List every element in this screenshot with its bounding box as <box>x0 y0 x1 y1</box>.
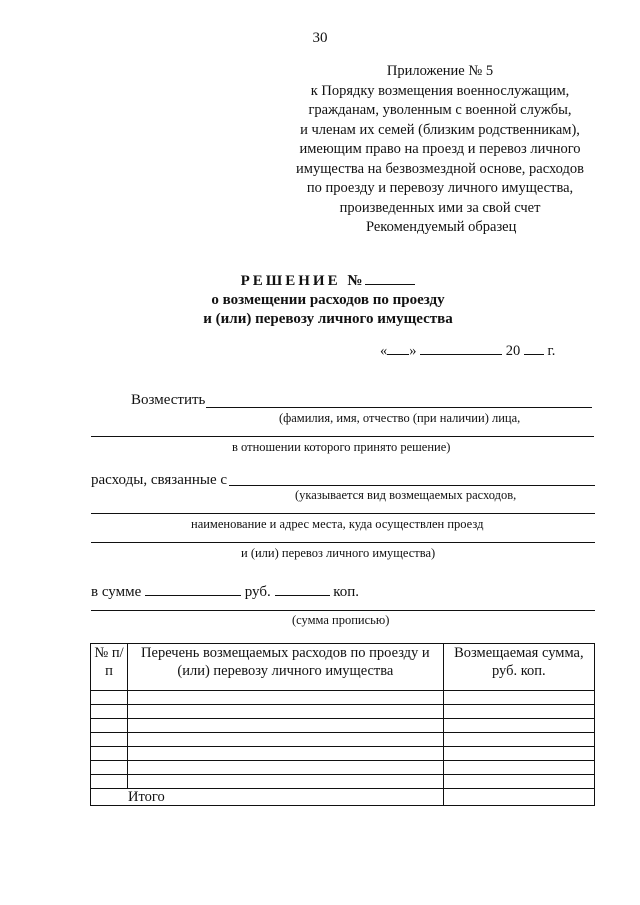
date-close-quote: » <box>409 343 417 359</box>
amount-label: в сумме <box>91 584 142 600</box>
cell-amount[interactable] <box>443 705 594 719</box>
appendix-line: и членам их семей (близким родственникам), <box>300 121 580 138</box>
expenses-caption: и (или) перевоз личного имущества) <box>241 546 436 560</box>
decision-subtitle: о возмещении расходов по проезду <box>211 292 445 308</box>
decision-title <box>0 270 640 329</box>
table-row <box>91 761 595 775</box>
year-field[interactable] <box>524 340 544 355</box>
cell-amount[interactable] <box>443 719 594 733</box>
expenses-caption: (указывается вид возмещаемых расходов, <box>295 488 517 502</box>
decision-heading: РЕШЕНИЕ № <box>240 273 366 289</box>
cell-amount[interactable] <box>443 775 594 789</box>
expenses-place-field[interactable] <box>91 513 595 514</box>
expenses-label: расходы, связанные с <box>91 472 228 488</box>
page-number: 30 <box>312 30 328 46</box>
month-field[interactable] <box>420 340 502 355</box>
expenses-caption: наименование и адрес места, куда осуществлен проезд <box>191 517 484 531</box>
cell-expense[interactable] <box>128 761 444 775</box>
appendix-line: по проезду и перевозу личного имущества, <box>306 180 574 196</box>
table-row <box>91 719 595 733</box>
appendix-title: Приложение № 5 <box>386 63 494 79</box>
amount-rub-label: руб. <box>244 584 271 600</box>
date-open-quote: « <box>380 343 388 359</box>
cell-number[interactable] <box>91 705 128 719</box>
header-number: № п/п <box>91 644 128 691</box>
cell-expense[interactable] <box>128 747 444 761</box>
year-suffix: г. <box>547 343 556 359</box>
cell-amount[interactable] <box>443 733 594 747</box>
table-row <box>91 747 595 761</box>
table-row <box>91 705 595 719</box>
cell-number[interactable] <box>91 719 128 733</box>
total-amount-cell[interactable] <box>443 789 594 806</box>
cell-number[interactable] <box>91 733 128 747</box>
cell-amount[interactable] <box>443 691 594 705</box>
cell-expense[interactable] <box>128 733 444 747</box>
header-expense-list: Перечень возмещаемых расходов по проезду и (или) перевозу личного имущества <box>128 644 444 691</box>
reimburse-name-field-2[interactable] <box>91 436 594 437</box>
reimburse-caption: (фамилия, имя, отчество (при наличии) лица, <box>279 411 521 425</box>
table-row <box>91 733 595 747</box>
amount-kop-label: коп. <box>333 584 360 600</box>
sample-label: Рекомендуемый образец <box>366 219 517 235</box>
appendix-line: к Порядку возмещения военнослужащим, <box>310 82 570 99</box>
cell-amount[interactable] <box>443 761 594 775</box>
expenses-table <box>90 643 595 806</box>
appendix-line: произведенных ими за свой счет <box>339 199 541 216</box>
appendix-line: имущества на безвозмездной основе, расходов <box>296 160 584 177</box>
appendix-block <box>270 62 610 218</box>
year-prefix: 20 <box>505 343 521 359</box>
day-field[interactable] <box>387 340 409 355</box>
appendix-line: имеющим право на проезд и перевоз личного <box>299 141 581 157</box>
table-header-row <box>91 644 595 691</box>
total-label: Итого <box>91 789 444 806</box>
table-row <box>91 691 595 705</box>
cell-number[interactable] <box>91 775 128 789</box>
cell-number[interactable] <box>91 761 128 775</box>
header-amount: Возмещаемая сумма, руб. коп. <box>443 644 594 691</box>
date-line <box>380 340 555 360</box>
decision-subtitle: и (или) перевозу личного имущества <box>203 311 453 327</box>
cell-amount[interactable] <box>443 747 594 761</box>
amount-caption: (сумма прописью) <box>292 613 390 627</box>
decision-number-field[interactable] <box>365 270 415 285</box>
amount-kop-field[interactable] <box>275 581 330 596</box>
table-total-row <box>91 789 595 806</box>
cell-number[interactable] <box>91 747 128 761</box>
cell-expense[interactable] <box>128 691 444 705</box>
cell-number[interactable] <box>91 691 128 705</box>
cell-expense[interactable] <box>128 705 444 719</box>
expenses-type-field[interactable] <box>229 485 595 486</box>
expenses-property-field[interactable] <box>91 542 595 543</box>
amount-row <box>91 581 359 601</box>
appendix-line: гражданам, уволенным с военной службы, <box>308 102 572 118</box>
amount-rub-field[interactable] <box>145 581 241 596</box>
reimburse-label: Возместить <box>131 392 206 408</box>
reimburse-caption: в отношении которого принято решение) <box>232 440 451 454</box>
reimburse-name-field[interactable] <box>206 407 592 408</box>
cell-expense[interactable] <box>128 775 444 789</box>
cell-expense[interactable] <box>128 719 444 733</box>
amount-words-field[interactable] <box>91 610 595 611</box>
table-row <box>91 775 595 789</box>
